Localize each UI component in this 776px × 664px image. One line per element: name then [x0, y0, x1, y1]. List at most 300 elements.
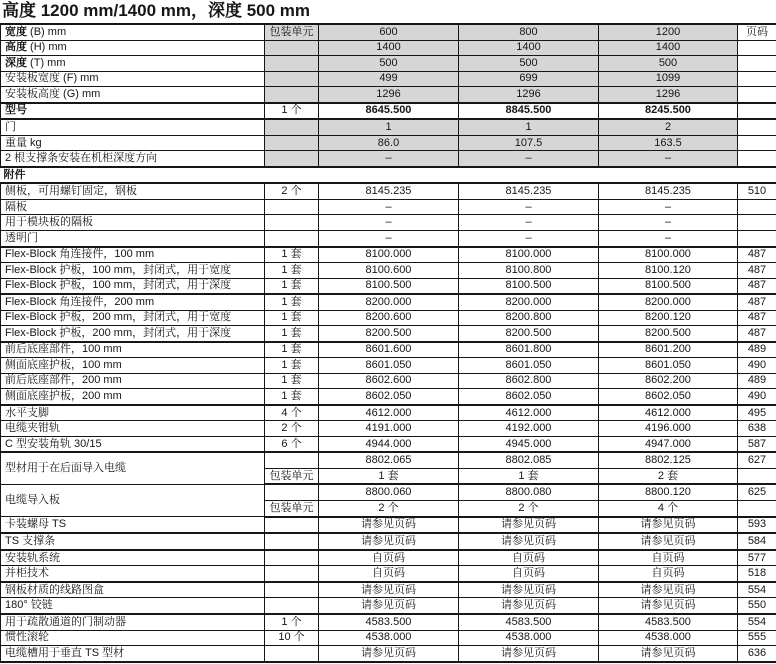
value-cell-1200: 8601.200	[599, 342, 738, 358]
packing-unit-cell	[265, 151, 319, 167]
value-cell-1200: 8602.200	[599, 373, 738, 389]
row-label-cell	[1, 40, 265, 56]
packing-unit-cell	[265, 71, 319, 87]
value-cell-600: 1296	[319, 87, 459, 103]
value-cell-1200: 1099	[599, 71, 738, 87]
packing-unit-cell: 2 个	[265, 421, 319, 437]
value-cell-1200: 8800.120	[599, 484, 738, 500]
row-label-cell	[1, 263, 265, 279]
page-cell: 487	[738, 247, 776, 263]
value-cell-1200: 4583.500	[599, 614, 738, 630]
value-cell-800: 8100.000	[459, 247, 599, 263]
page-cell	[738, 199, 776, 215]
table-row	[1, 151, 776, 167]
value-cell-600: 500	[319, 56, 459, 72]
row-label: 卡装螺母 TS	[5, 518, 67, 531]
page-cell: 577	[738, 550, 776, 566]
row-label: 前后底座部件，100 mm	[5, 343, 122, 356]
page-cell: 625	[738, 484, 776, 500]
table-row	[1, 630, 776, 646]
row-label-cell	[1, 103, 265, 120]
packing-unit-cell	[265, 56, 319, 72]
row-label-cell	[1, 389, 265, 405]
value-cell-1200: 请参见页码	[599, 598, 738, 614]
page-cell	[738, 71, 776, 87]
table-row	[1, 484, 776, 500]
value-cell-1200: 8601.050	[599, 358, 738, 374]
row-label: 前后底座部件，200 mm	[5, 374, 122, 387]
packing-unit-cell	[265, 566, 319, 582]
table-row	[1, 278, 776, 294]
row-label-cell	[1, 598, 265, 614]
row-label-cell	[1, 436, 265, 452]
row-label-suffix: (B) mm	[27, 25, 67, 38]
value-cell-1200: 8200.120	[599, 310, 738, 326]
row-label: 安装板宽度 (F) mm	[5, 72, 99, 85]
table-row	[1, 421, 776, 437]
row-label-suffix: (H) mm	[27, 41, 67, 54]
table-row	[1, 326, 776, 342]
row-label-cell	[1, 199, 265, 215]
value-cell-600: 1	[319, 119, 459, 135]
row-label: 电缆夹钳轨	[5, 422, 60, 435]
table-row	[1, 71, 776, 87]
row-label: 侧板，可用螺钉固定，钢板	[5, 185, 137, 198]
table-row	[1, 342, 776, 358]
value-cell-800: –	[459, 151, 599, 167]
value-cell-1200: 4538.000	[599, 630, 738, 646]
row-label: 深度	[5, 56, 27, 69]
row-label-cell	[1, 646, 265, 662]
value-cell-800: 8601.800	[459, 342, 599, 358]
page-cell: 636	[738, 646, 776, 662]
value-cell-1200: 4612.000	[599, 405, 738, 421]
value-cell-800: 1 套	[459, 468, 599, 484]
value-cell-600: 2 个	[319, 501, 459, 517]
catalog-table	[0, 23, 776, 663]
value-cell-1200: 163.5	[599, 135, 738, 151]
value-cell-600: 8200.500	[319, 326, 459, 342]
page-cell: 587	[738, 436, 776, 452]
value-cell-600: –	[319, 215, 459, 231]
page-cell: 487	[738, 294, 776, 310]
packing-unit-cell: 1 套	[265, 247, 319, 263]
table-row	[1, 358, 776, 374]
value-cell-800: 8145.235	[459, 183, 599, 199]
table-row	[1, 452, 776, 468]
row-label: 电缆槽用于垂直 TS 型材	[5, 647, 125, 659]
value-cell-600: 4944.000	[319, 436, 459, 452]
row-label-cell	[1, 517, 265, 534]
page-cell: 487	[738, 310, 776, 326]
row-label-cell	[1, 24, 265, 40]
table-row	[1, 56, 776, 72]
table-row	[1, 582, 776, 598]
page-cell	[738, 40, 776, 56]
packing-unit-cell	[265, 135, 319, 151]
row-label: C 型安装角轨 30/15	[5, 437, 102, 450]
value-cell-800: –	[459, 199, 599, 215]
page-cell: 584	[738, 533, 776, 550]
table-row	[1, 646, 776, 662]
value-cell-600: 自页码	[319, 566, 459, 582]
value-cell-800: 4192.000	[459, 421, 599, 437]
row-label-cell	[1, 183, 265, 199]
table-row	[1, 598, 776, 614]
packing-unit-cell	[265, 87, 319, 103]
value-cell-600: 8100.000	[319, 247, 459, 263]
value-cell-600: 4612.000	[319, 405, 459, 421]
value-cell-800: 自页码	[459, 566, 599, 582]
packing-unit-cell: 1 套	[265, 294, 319, 310]
value-cell-600: 600	[319, 24, 459, 40]
page-cell: 490	[738, 389, 776, 405]
page-cell	[738, 501, 776, 517]
table-row	[1, 389, 776, 405]
row-label-cell	[1, 326, 265, 342]
packing-unit-cell: 1 套	[265, 278, 319, 294]
value-cell-600: 请参见页码	[319, 517, 459, 534]
page-cell: 555	[738, 630, 776, 646]
value-cell-600: –	[319, 151, 459, 167]
packing-unit-cell: 2 个	[265, 183, 319, 199]
value-cell-800: 1296	[459, 87, 599, 103]
row-label-cell	[1, 310, 265, 326]
value-cell-1200: 500	[599, 56, 738, 72]
row-label-cell	[1, 630, 265, 646]
value-cell-800: 800	[459, 24, 599, 40]
value-cell-600: 4583.500	[319, 614, 459, 630]
packing-unit-cell: 1 套	[265, 342, 319, 358]
packing-unit-cell: 1 个	[265, 103, 319, 120]
packing-unit-cell	[265, 40, 319, 56]
value-cell-1200: 2 套	[599, 468, 738, 484]
table-row	[1, 215, 776, 231]
row-label-cell	[1, 582, 265, 598]
value-cell-800: 500	[459, 56, 599, 72]
row-label-suffix: (T) mm	[27, 56, 66, 69]
value-cell-800: 8802.085	[459, 452, 599, 468]
row-label-cell	[1, 71, 265, 87]
table-row	[1, 294, 776, 310]
packing-unit-cell	[265, 582, 319, 598]
value-cell-800: 2 个	[459, 501, 599, 517]
table-row	[1, 373, 776, 389]
table-row	[1, 103, 776, 120]
table-row	[1, 566, 776, 582]
page-cell: 550	[738, 598, 776, 614]
packing-unit-cell	[265, 230, 319, 246]
value-cell-600: 1400	[319, 40, 459, 56]
row-label-cell	[1, 566, 265, 582]
table-row	[1, 183, 776, 199]
row-label: 重量 kg	[5, 136, 42, 149]
table-row	[1, 87, 776, 103]
catalog-table-body	[1, 24, 776, 662]
value-cell-1200: 4 个	[599, 501, 738, 517]
table-row	[1, 517, 776, 534]
value-cell-800: 107.5	[459, 135, 599, 151]
table-row	[1, 199, 776, 215]
packing-unit-cell: 1 套	[265, 310, 319, 326]
value-cell-1200: 请参见页码	[599, 646, 738, 662]
page-cell	[738, 151, 776, 167]
row-label: 水平支脚	[5, 406, 49, 419]
row-label: 型号	[5, 104, 27, 117]
row-label: 安装轨系统	[5, 551, 60, 564]
packing-unit-cell	[265, 215, 319, 231]
row-label: Flex-Block 角连接件，200 mm	[5, 295, 155, 308]
value-cell-1200: –	[599, 151, 738, 167]
value-cell-800: 8100.800	[459, 263, 599, 279]
row-label: 钢板材质的线路图盒	[5, 583, 104, 596]
row-label-cell	[1, 550, 265, 566]
value-cell-1200: 8602.050	[599, 389, 738, 405]
value-cell-800: 请参见页码	[459, 598, 599, 614]
packing-unit-cell: 1 个	[265, 614, 319, 630]
page-cell: 593	[738, 517, 776, 534]
packing-unit-cell	[265, 550, 319, 566]
row-label: 180° 铰链	[5, 599, 53, 612]
page-cell: 638	[738, 421, 776, 437]
page-cell: 487	[738, 278, 776, 294]
table-row	[1, 533, 776, 550]
row-label-cell	[1, 294, 265, 310]
value-cell-600: 8602.600	[319, 373, 459, 389]
value-cell-600: 8100.500	[319, 278, 459, 294]
row-label-cell	[1, 230, 265, 246]
row-label: 透明门	[5, 231, 38, 244]
row-label-cell	[1, 452, 265, 484]
row-label: 并柜技术	[5, 567, 49, 580]
row-label-cell	[1, 405, 265, 421]
packing-unit-cell	[265, 119, 319, 135]
packing-unit-cell: 1 套	[265, 358, 319, 374]
page-cell: 487	[738, 326, 776, 342]
value-cell-600: 8200.600	[319, 310, 459, 326]
table-row	[1, 119, 776, 135]
value-cell-600: 8802.065	[319, 452, 459, 468]
section-row	[1, 167, 776, 184]
row-label-cell	[1, 358, 265, 374]
value-cell-600: 自页码	[319, 550, 459, 566]
row-label-cell	[1, 215, 265, 231]
value-cell-600: –	[319, 199, 459, 215]
value-cell-1200: 4196.000	[599, 421, 738, 437]
table-row	[1, 405, 776, 421]
packing-unit-cell	[265, 598, 319, 614]
row-label: 侧面底座护板，100 mm	[5, 358, 122, 371]
value-cell-600: 86.0	[319, 135, 459, 151]
page-cell: 页码	[738, 24, 776, 40]
value-cell-600: 8200.000	[319, 294, 459, 310]
section-header: 附件	[1, 167, 776, 184]
packing-unit-cell: 1 套	[265, 373, 319, 389]
row-label-cell	[1, 278, 265, 294]
page-cell	[738, 56, 776, 72]
row-label-cell	[1, 151, 265, 167]
page-cell: 487	[738, 263, 776, 279]
value-cell-600: 8145.235	[319, 183, 459, 199]
packing-unit-cell: 包装单元	[265, 24, 319, 40]
value-cell-600: –	[319, 230, 459, 246]
value-cell-600: 1 套	[319, 468, 459, 484]
packing-unit-cell	[265, 533, 319, 550]
value-cell-1200: 2	[599, 119, 738, 135]
table-row	[1, 135, 776, 151]
value-cell-800: 4945.000	[459, 436, 599, 452]
value-cell-600: 8602.050	[319, 389, 459, 405]
value-cell-600: 8100.600	[319, 263, 459, 279]
page-cell	[738, 87, 776, 103]
packing-unit-cell: 4 个	[265, 405, 319, 421]
value-cell-800: 8845.500	[459, 103, 599, 120]
value-cell-800: 8200.500	[459, 326, 599, 342]
value-cell-1200: –	[599, 230, 738, 246]
table-row	[1, 24, 776, 40]
value-cell-1200: 请参见页码	[599, 517, 738, 534]
value-cell-600: 8800.060	[319, 484, 459, 500]
value-cell-800: 8200.800	[459, 310, 599, 326]
table-row	[1, 230, 776, 246]
table-row	[1, 614, 776, 630]
value-cell-1200: 自页码	[599, 550, 738, 566]
page-cell: 490	[738, 358, 776, 374]
value-cell-1200: 1400	[599, 40, 738, 56]
value-cell-800: 请参见页码	[459, 533, 599, 550]
value-cell-800: 699	[459, 71, 599, 87]
page-title: 高度 1200 mm/1400 mm，深度 500 mm	[2, 1, 311, 20]
row-label-cell	[1, 533, 265, 550]
value-cell-1200: 8200.000	[599, 294, 738, 310]
packing-unit-cell: 6 个	[265, 436, 319, 452]
row-label: Flex-Block 护板，100 mm，封闭式，用于宽度	[5, 263, 232, 276]
value-cell-800: 1	[459, 119, 599, 135]
value-cell-1200: 8100.000	[599, 247, 738, 263]
row-label: Flex-Block 角连接件，100 mm	[5, 248, 155, 261]
row-label-cell	[1, 484, 265, 516]
row-label: 宽度	[5, 25, 27, 38]
row-label: 2 根支撑条安装在机柜深度方向	[5, 152, 158, 165]
value-cell-800: 8602.800	[459, 373, 599, 389]
value-cell-1200: –	[599, 215, 738, 231]
packing-unit-cell: 1 套	[265, 326, 319, 342]
value-cell-1200: 1296	[599, 87, 738, 103]
value-cell-600: 4538.000	[319, 630, 459, 646]
value-cell-1200: –	[599, 199, 738, 215]
row-label: 门	[5, 120, 16, 133]
row-label-cell	[1, 247, 265, 263]
value-cell-800: 8601.050	[459, 358, 599, 374]
page-cell: 554	[738, 614, 776, 630]
value-cell-1200: 8145.235	[599, 183, 738, 199]
value-cell-800: 8800.080	[459, 484, 599, 500]
row-label-cell	[1, 135, 265, 151]
packing-unit-cell: 10 个	[265, 630, 319, 646]
packing-unit-cell	[265, 646, 319, 662]
value-cell-1200: 8100.120	[599, 263, 738, 279]
row-label-cell	[1, 373, 265, 389]
table-row	[1, 436, 776, 452]
page-cell	[738, 468, 776, 484]
value-cell-800: 请参见页码	[459, 582, 599, 598]
row-label: 侧面底座护板，200 mm	[5, 390, 122, 402]
value-cell-800: 请参见页码	[459, 646, 599, 662]
value-cell-1200: 8200.500	[599, 326, 738, 342]
value-cell-600: 8645.500	[319, 103, 459, 120]
packing-unit-cell: 1 套	[265, 263, 319, 279]
row-label-cell	[1, 87, 265, 103]
packing-unit-cell	[265, 517, 319, 534]
value-cell-800: 8602.050	[459, 389, 599, 405]
page-cell: 489	[738, 373, 776, 389]
row-label: Flex-Block 护板，200 mm，封闭式，用于宽度	[5, 311, 232, 324]
value-cell-1200: 4947.000	[599, 436, 738, 452]
value-cell-1200: 8245.500	[599, 103, 738, 120]
row-label: 用于模块板的隔板	[5, 216, 93, 229]
value-cell-600: 请参见页码	[319, 533, 459, 550]
page-cell: 518	[738, 566, 776, 582]
value-cell-1200: 自页码	[599, 566, 738, 582]
value-cell-800: 自页码	[459, 550, 599, 566]
row-label-cell	[1, 421, 265, 437]
value-cell-800: –	[459, 215, 599, 231]
packing-unit-cell: 包装单元	[265, 468, 319, 484]
page-cell: 489	[738, 342, 776, 358]
packing-unit-cell: 1 套	[265, 389, 319, 405]
table-row	[1, 550, 776, 566]
page-cell	[738, 215, 776, 231]
value-cell-1200: 1200	[599, 24, 738, 40]
value-cell-600: 499	[319, 71, 459, 87]
value-cell-800: 4538.000	[459, 630, 599, 646]
value-cell-600: 请参见页码	[319, 646, 459, 662]
value-cell-1200: 请参见页码	[599, 533, 738, 550]
page-cell	[738, 119, 776, 135]
row-label-cell	[1, 614, 265, 630]
row-label: TS 支撑条	[5, 534, 56, 547]
page-cell	[738, 103, 776, 120]
row-label-cell	[1, 119, 265, 135]
row-label: 型材用于在后面导入电缆	[5, 462, 126, 475]
value-cell-800: 8200.000	[459, 294, 599, 310]
row-label-cell	[1, 56, 265, 72]
value-cell-800: 请参见页码	[459, 517, 599, 534]
row-label: Flex-Block 护板，200 mm，封闭式，用于深度	[5, 326, 232, 339]
value-cell-600: 8601.600	[319, 342, 459, 358]
value-cell-600: 请参见页码	[319, 582, 459, 598]
value-cell-600: 8601.050	[319, 358, 459, 374]
value-cell-800: –	[459, 230, 599, 246]
table-row	[1, 263, 776, 279]
value-cell-1200: 8100.500	[599, 278, 738, 294]
page-cell: 554	[738, 582, 776, 598]
page-cell: 510	[738, 183, 776, 199]
row-label: 安装板高度 (G) mm	[5, 87, 101, 100]
packing-unit-cell	[265, 484, 319, 500]
packing-unit-cell	[265, 199, 319, 215]
value-cell-600: 请参见页码	[319, 598, 459, 614]
packing-unit-cell: 包装单元	[265, 501, 319, 517]
row-label: 用于疏散通道的门制动器	[5, 615, 126, 628]
value-cell-800: 8100.500	[459, 278, 599, 294]
page-cell: 627	[738, 452, 776, 468]
row-label: 隔板	[5, 200, 27, 213]
row-label: 惯性滚轮	[5, 631, 49, 644]
value-cell-800: 1400	[459, 40, 599, 56]
value-cell-1200: 请参见页码	[599, 582, 738, 598]
table-row	[1, 310, 776, 326]
